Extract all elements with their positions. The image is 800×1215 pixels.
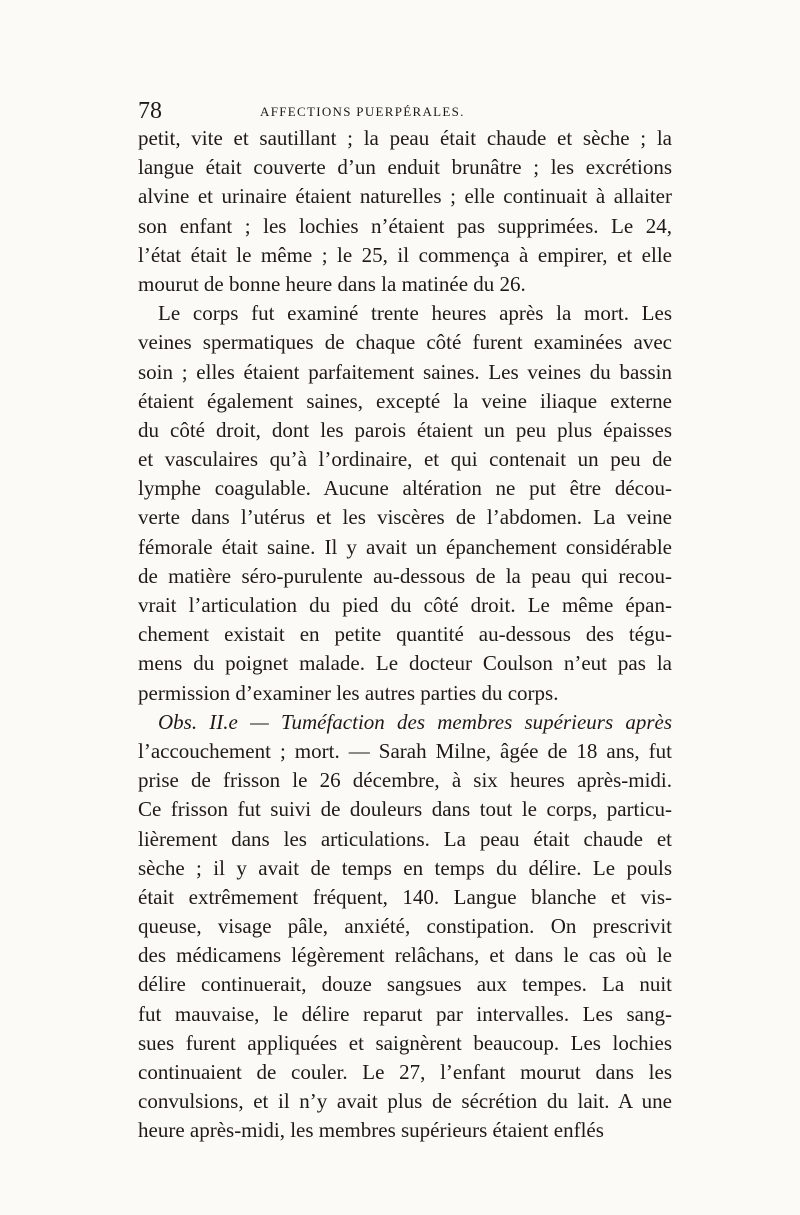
text-line: vrait l’articulation du pied du côté droit. Le même épan- [138, 593, 672, 617]
text-line: sèche ; il y avait de temps en temps du délire. Le pouls [138, 855, 672, 880]
text-line: langue était couverte d’un enduit brunâtre ; les excrétions [138, 155, 672, 180]
text-line: prise de frisson le 26 décembre, à six heures après-midi. [138, 768, 672, 793]
text-line: petit, vite et sautillant ; la peau était chaude et sèche ; la [138, 126, 672, 150]
body-text [138, 124, 672, 1146]
text-line: veines spermatiques de chaque côté furent examinées avec [138, 330, 672, 355]
text-line: soin ; elles étaient parfaitement saines. Les veines du bassin [138, 359, 672, 384]
page-header [138, 96, 678, 126]
text-line: fut mauvaise, le délire reparut par intervalles. Les sang- [138, 1001, 672, 1026]
text-line: mens du poignet malade. Le docteur Coulson n’eut pas la [138, 651, 672, 676]
text-line: lièrement dans les articulations. La peau était chaude et [138, 826, 672, 851]
text-line: de matière séro-purulente au-dessous de la peau qui recou- [138, 563, 672, 588]
text-line: lymphe coagulable. Aucune altération ne put être décou- [138, 476, 672, 501]
text-line: était extrêmement fréquent, 140. Langue blanche et vis- [138, 884, 672, 909]
text-line: chement existait en petite quantité au-dessous des tégu- [138, 622, 672, 647]
text-line: sues furent appliquées et saignèrent beaucoup. Les lochies [138, 1030, 672, 1055]
text-line: fémorale était saine. Il y avait un épanchement considérable [138, 534, 672, 559]
text-line: heure après-midi, les membres supérieurs étaient enflés [138, 1118, 604, 1143]
text-line: mourut de bonne heure dans la matinée du 26. [138, 271, 526, 296]
running-title: AFFECTIONS PUERPÉRALES. [260, 104, 465, 119]
page-number: 78 [138, 98, 162, 124]
text-line: alvine et urinaire étaient naturelles ; elle continuait à allaiter [138, 184, 672, 209]
text-line: Ce frisson fut suivi de douleurs dans tout le corps, particu- [138, 797, 672, 822]
text-line: Le corps fut examiné trente heures après la mort. Les [158, 301, 672, 326]
text-line: et vasculaires qu’à l’ordinaire, et qui contenait un peu de [138, 447, 672, 472]
text-line: convulsions, et il n’y avait plus de sécrétion du lait. A une [138, 1089, 672, 1114]
text-line: l’état était le même ; le 25, il commença à empirer, et elle [138, 242, 672, 267]
text-line: verte dans l’utérus et les viscères de l’abdomen. La veine [138, 505, 672, 530]
text-line: queuse, visage pâle, anxiété, constipation. On prescrivit [138, 914, 672, 939]
observation-heading-line: Obs. II.e — Tuméfaction des membres supérieurs après [158, 709, 672, 734]
text-line: l’accouchement ; mort. — Sarah Milne, âgée de 18 ans, fut [138, 738, 672, 763]
text-line: étaient également saines, excepté la veine iliaque externe [138, 388, 672, 413]
text-line: son enfant ; les lochies n’étaient pas supprimées. Le 24, [138, 213, 672, 238]
text-line: des médicamens légèrement relâchans, et dans le cas où le [138, 943, 672, 968]
text-line: continuaient de couler. Le 27, l’enfant mourut dans les [138, 1060, 672, 1084]
text-line: permission d’examiner les autres parties du corps. [138, 680, 559, 705]
text-line: du côté droit, dont les parois étaient un peu plus épaisses [138, 417, 672, 442]
text-line: délire continuerait, douze sangsues aux tempes. La nuit [138, 972, 672, 997]
